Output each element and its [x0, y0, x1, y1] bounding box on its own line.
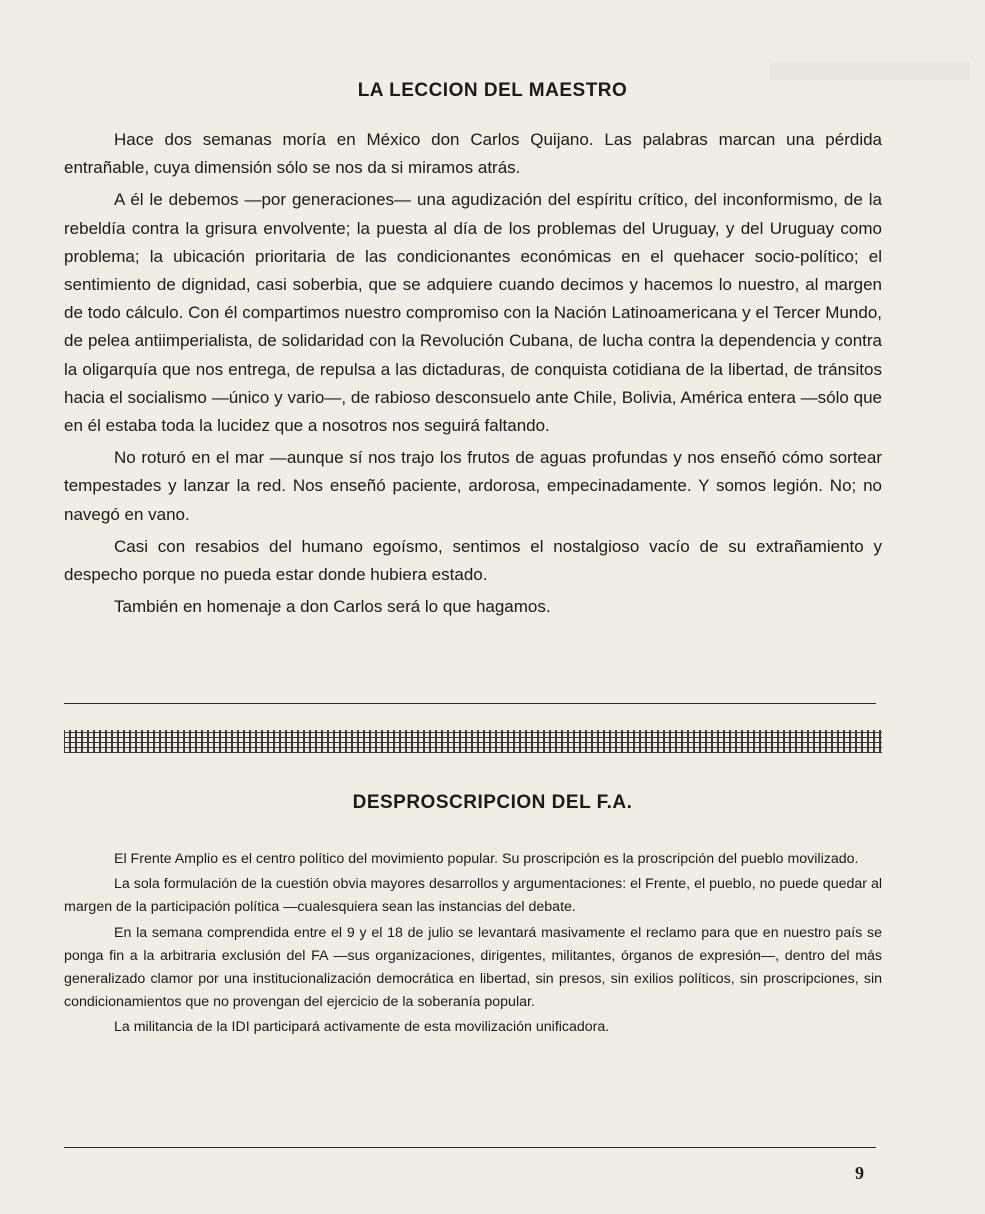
paragraph: La sola formulación de la cuestión obvia mayores desarrollos y argumentaciones: el Frente, el pueblo, no puede quedar al margen de la participación política —cualesquiera sean las instancias del debate. — [64, 876, 882, 916]
article-title-leccion: LA LECCION DEL MAESTRO — [357, 80, 628, 101]
horizontal-rule — [64, 1147, 876, 1148]
paragraph: A él le debemos —por generaciones— una agudización del espíritu crítico, del inconformismo, de la rebeldía contra la grisura envolvente; la puesta al día de los problemas del Uruguay, y del Uruguay como problema; la ubicación prioritaria de las condicionantes económicas en el quehacer socio-político; el sentimiento de dignidad, casi soberbia, que se adquiere cuando decimos y hacemos lo nuestro, al margen de todo cálculo. Con él compartimos nuestro compromiso con la Nación Latinoamericana y el Tercer Mundo, de pelea antiimperialista, de solidaridad con la Revolución Cubana, de lucha contra la dependencia y contra la oligarquía que nos entrega, de repulsa a las dictaduras, de conquista cotidiana de la libertad, de tránsitos hacia el socialismo —único y vario—, de rabioso desconsuelo ante Chile, Bolivia, América entera —sólo que en él estaba toda la lucidez que a nosotros nos seguirá faltando. — [64, 190, 882, 436]
paragraph: La militancia de la IDI participará activamente de esta movilización unificadora. — [114, 1019, 610, 1036]
paragraph: Hace dos semanas moría en México don Carlos Quijano. Las palabras marcan una pérdida entrañable, cuya dimensión sólo se nos da si miramos atrás. — [64, 130, 882, 178]
article-body-leccion — [64, 126, 882, 625]
paragraph: También en homenaje a don Carlos será lo que hagamos. — [114, 597, 551, 617]
article-title-desproscripcion: DESPROSCRIPCION DEL F.A. — [352, 792, 633, 813]
paragraph: El Frente Amplio es el centro político del movimiento popular. Su proscripción es la proscripción del pueblo movilizado. — [114, 851, 859, 867]
horizontal-rule — [64, 703, 876, 704]
page-number: 9 — [855, 1163, 864, 1183]
article-body-desproscripcion — [64, 848, 882, 1042]
paragraph: En la semana comprendida entre el 9 y el 18 de julio se levantará masivamente el reclamo para que en nuestro país se ponga fin a la arbitraria exclusión del FA —sus organizaciones, dirigentes, militantes, órganos de expresión—, dentro del más generalizado clamor por una institucionalización democrática en libertad, sin presos, sin exilios políticos, sin proscripciones, sin condicionamientos que no provengan del ejercicio de la soberanía popular. — [64, 924, 882, 1011]
bleed-through-shadow — [770, 62, 970, 80]
decorative-pattern-band — [64, 730, 882, 753]
paragraph: Casi con resabios del humano egoísmo, sentimos el nostalgioso vacío de su extrañamiento y despecho porque no pueda estar donde hubiera estado. — [64, 536, 882, 585]
pattern-grid — [64, 730, 882, 753]
paragraph: No roturó en el mar —aunque sí nos trajo los frutos de aguas profundas y nos enseñó cómo sortear tempestades y lanzar la red. Nos enseñó paciente, ardorosa, empecinadamente. Y somos legión. No; no navegó en vano. — [64, 448, 882, 524]
